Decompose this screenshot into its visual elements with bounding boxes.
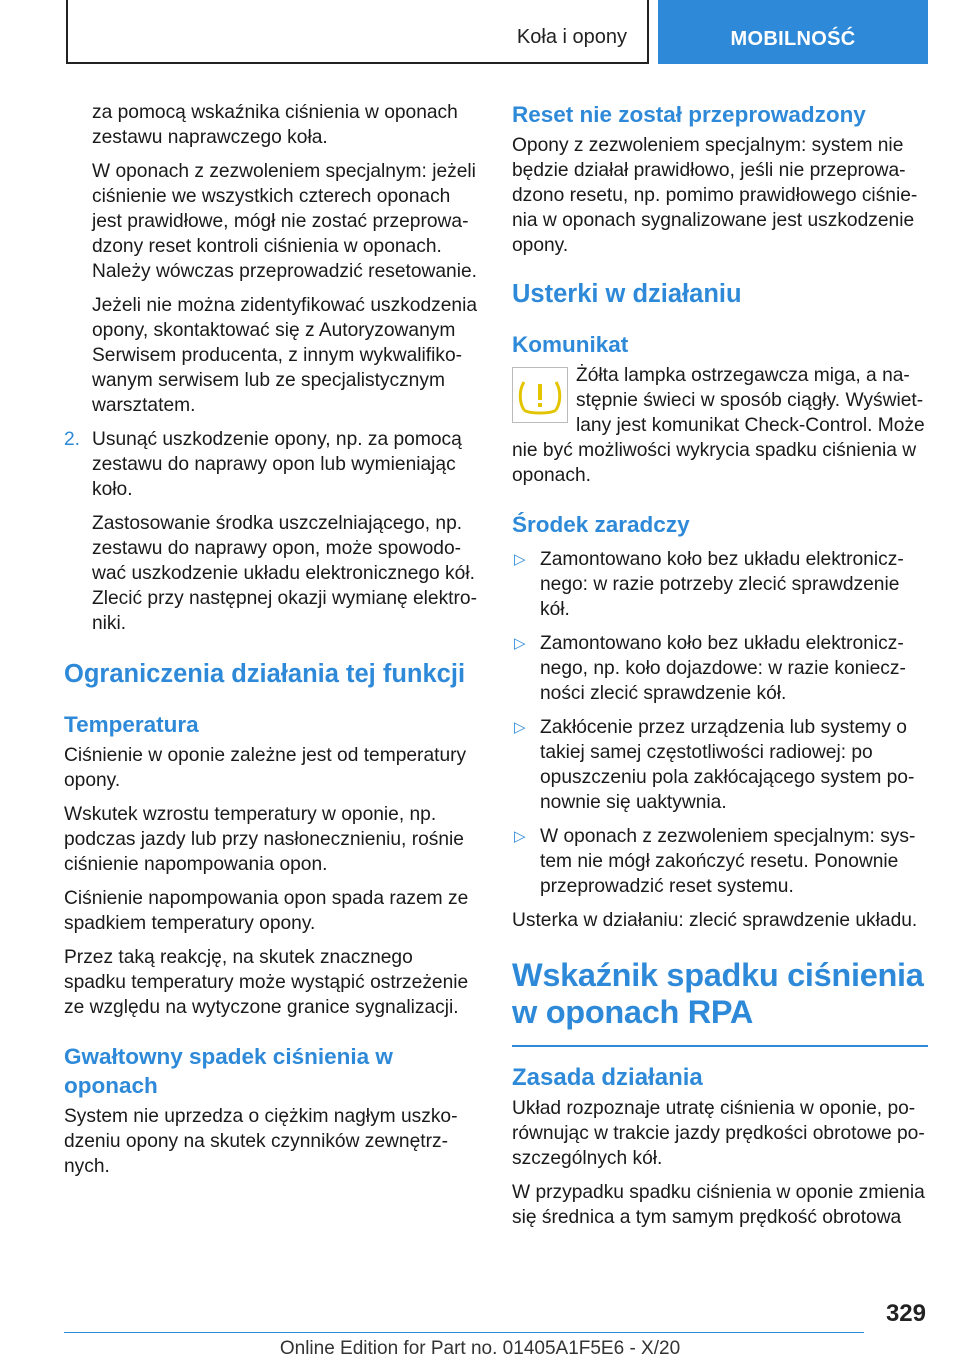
heading-temperature: Temperatura xyxy=(64,712,199,737)
message-block xyxy=(512,363,928,488)
page-number: 329 xyxy=(885,1300,926,1327)
paragraph: Jeżeli nie można zidentyfikować uszkodzenia opony, skontaktować się z Autoryzowanym Serwisem producenta, z innym wykwalifikowanym serwisem lub ze specjalistycznym warsztatem. xyxy=(92,295,478,416)
triangle-right-icon: ▷ xyxy=(514,551,526,568)
header-frame xyxy=(66,0,649,64)
list-item: ▷ W oponach z zezwoleniem specjalnym: system nie mógł zakończyć resetu. Ponownie przeprowadzić reset systemu. xyxy=(514,826,916,897)
chapter-tab[interactable]: MOBILNOŚĆ xyxy=(658,0,928,64)
footer-divider xyxy=(64,1332,864,1333)
paragraph: Ciśnienie w oponie zależne jest od temperatury opony. xyxy=(64,745,467,791)
paragraph: Opony z zezwoleniem specjalnym: system nie będzie działał prawidłowo, jeśli nie przeprowadzono resetu, np. pomimo prawidłowego ciśnienia w oponach sygnalizowane jest uszkodzenie opony. xyxy=(512,135,918,256)
list-item: ▷ Zamontowano koło bez układu elektronicznego: w razie potrzeby zlecić sprawdzenie kół. xyxy=(514,549,904,620)
triangle-right-icon: ▷ xyxy=(514,635,526,652)
step-number: 2. xyxy=(64,429,81,450)
right-column xyxy=(512,100,928,1239)
left-column xyxy=(64,100,478,1188)
paragraph: Usterka w działaniu: zlecić sprawdzenie układu. xyxy=(512,910,918,931)
section-divider xyxy=(512,1045,928,1047)
paragraph: W oponach z zezwoleniem specjalnym: jeżeli ciśnienie we wszystkich czterech oponach jest prawidłowe, mógł nie zostać przeprowadzony reset kontroli ciśnienia w oponach. Należy wówczas przeprowadzić resetowanie. xyxy=(92,161,477,282)
list-item: ▷ Zamontowano koło bez układu elektronicznego, np. koło dojazdowe: w razie konieczności zlecić sprawdzenie kół. xyxy=(514,633,906,704)
paragraph: Zastosowanie środka uszczelniającego, np. zestawu do naprawy opon, może spowodować uszkodzenie układu elektronicznego kół. Zlecić przy następnej okazji wymianę elektroniki. xyxy=(92,513,477,634)
tire-pressure-warning-icon xyxy=(512,367,568,423)
paragraph: Ciśnienie napompowania opon spada razem ze spadkiem temperatury opony. xyxy=(64,888,469,934)
edition-footer: Online Edition for Part no. 01405A1F5E6 - X/20 xyxy=(279,1338,681,1359)
triangle-right-icon: ▷ xyxy=(514,719,526,736)
triangle-right-icon: ▷ xyxy=(514,828,526,845)
heading-message: Komunikat xyxy=(512,332,629,357)
paragraph: za pomocą wskaźnika ciśnienia w oponach zestawu naprawczego koła. xyxy=(92,102,458,148)
list-item: ▷ Zakłócenie przez urządzenia lub systemy o takiej samej częstotliwości radiowej: po opuszczeniu pola zakłócającego system ponownie się uaktywnia. xyxy=(514,717,915,813)
paragraph: Żółta lampka ostrzegawcza miga, a następnie świeci w sposób ciągły. Wyświetlany jest komunikat Check-Control. Może nie być możliwości wykrycia spadku ciśnienia w oponach. xyxy=(512,365,925,486)
heading-malfunctions: Usterki w działaniu xyxy=(512,280,742,308)
heading-rpa: Wskaźnik spadku ciśnienia w oponach RPA xyxy=(512,957,924,1030)
numbered-step-2 xyxy=(64,427,478,502)
paragraph: System nie uprzedza o ciężkim nagłym uszkodzeniu opony na skutek czynników zewnętrznych. xyxy=(64,1106,458,1177)
section-title: Koła i opony xyxy=(516,26,627,48)
heading-sudden-drop: Gwałtowny spadek ciśnienia w oponach xyxy=(64,1044,393,1098)
paragraph: Wskutek wzrostu temperatury w oponie, np. podczas jazdy lub przy nasłonecznieniu, rośnie ciśnienie napompowania opon. xyxy=(64,804,464,875)
heading-remedy: Środek zaradczy xyxy=(512,512,690,537)
paragraph: Układ rozpoznaje utratę ciśnienia w oponie, porównując w trakcie jazdy prędkości obrotowe poszczególnych kół. xyxy=(512,1098,925,1169)
heading-reset-not-done: Reset nie został przeprowadzony xyxy=(512,102,866,127)
paragraph: Przez taką reakcję, na skutek znacznego spadku temperatury może wystąpić ostrzeżenie ze względu na wytyczone granice sygnalizacji. xyxy=(64,947,469,1018)
step-text: Usunąć uszkodzenie opony, np. za pomocą zestawu do naprawy opon lub wymieniając koło. xyxy=(92,429,462,500)
heading-function-limits: Ograniczenia działania tej funkcji xyxy=(64,660,466,688)
page-header xyxy=(66,0,928,64)
paragraph: W przypadku spadku ciśnienia w oponie zmienia się średnica a tym samym prędkość obrotowa xyxy=(512,1182,925,1228)
heading-principle: Zasada działania xyxy=(512,1064,703,1091)
